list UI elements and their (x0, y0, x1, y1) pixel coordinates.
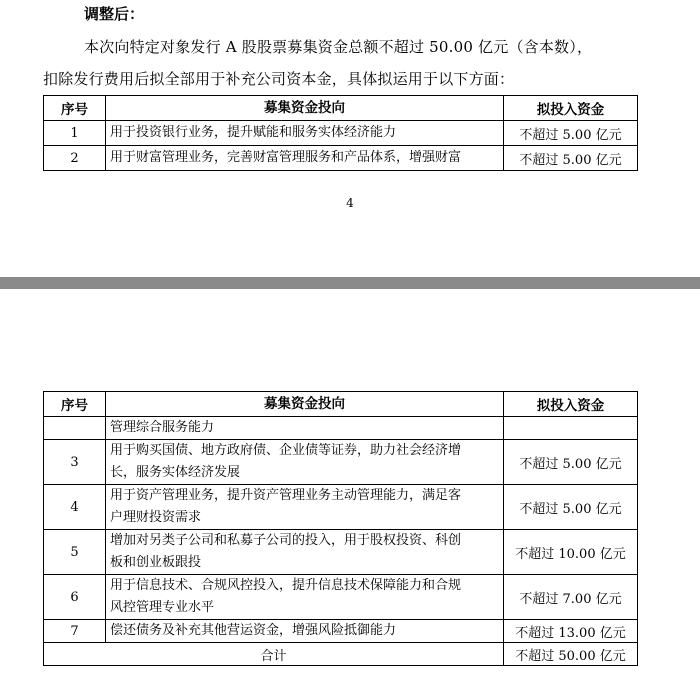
row-no: 2 (44, 146, 106, 171)
row-use: 偿还债务及补充其他营运资金，增强风险抵御能力 (106, 620, 504, 643)
row-use-line1: 用于资产管理业务，提升资产管理业务主动管理能力，满足客 (110, 488, 462, 503)
row-use (106, 575, 504, 620)
funds-table-bottom (43, 391, 638, 666)
page-separator (0, 277, 700, 289)
row-amount: 不超过 10.00 亿元 (504, 530, 638, 575)
row-use: 用于财富管理业务，完善财富管理服务和产品体系，增强财富 (106, 146, 504, 171)
document-page-bottom (0, 289, 700, 677)
table-row (44, 146, 638, 171)
row-amount: 不超过 7.00 亿元 (504, 575, 638, 620)
table-row (44, 485, 638, 530)
table-row (44, 620, 638, 643)
header-amount: 拟投入资金 (504, 392, 638, 417)
row-use-line2: 户理财投资需求 (110, 510, 202, 525)
row-amount (504, 417, 638, 440)
row-use-line2: 风控管理专业水平 (110, 600, 215, 615)
row-no (44, 417, 106, 440)
table-row (44, 530, 638, 575)
header-amount: 拟投入资金 (504, 96, 638, 121)
table-header-row (44, 96, 638, 121)
table-row (44, 575, 638, 620)
row-use: 用于投资银行业务，提升赋能和服务实体经济能力 (106, 121, 504, 146)
row-use (106, 485, 504, 530)
row-no: 1 (44, 121, 106, 146)
row-no: 3 (44, 440, 106, 485)
header-no: 序号 (44, 96, 106, 121)
total-label: 合计 (44, 643, 504, 666)
table-row (44, 121, 638, 146)
row-amount: 不超过 5.00 亿元 (504, 121, 638, 146)
row-no: 7 (44, 620, 106, 643)
table-header-row (44, 392, 638, 417)
paragraph-line-1: 本次向特定对象发行 A 股股票募集资金总额不超过 50.00 亿元（含本数）， (84, 38, 593, 56)
row-amount: 不超过 5.00 亿元 (504, 440, 638, 485)
header-use: 募集资金投向 (106, 96, 504, 121)
row-use-line1: 用于信息技术、合规风控投入，提升信息技术保障能力和合规 (110, 578, 462, 593)
row-use-line1: 用于购买国债、地方政府债、企业债等证券，助力社会经济增 (110, 443, 462, 458)
row-use: 管理综合服务能力 (106, 417, 504, 440)
row-amount: 不超过 13.00 亿元 (504, 620, 638, 643)
row-use-line2: 板和创业板跟投 (110, 555, 202, 570)
paragraph-line-2: 扣除发行费用后拟全部用于补充公司资本金，具体拟运用于以下方面： (43, 70, 515, 88)
table-row (44, 440, 638, 485)
header-no: 序号 (44, 392, 106, 417)
row-amount: 不超过 5.00 亿元 (504, 485, 638, 530)
row-use (106, 440, 504, 485)
header-use: 募集资金投向 (106, 392, 504, 417)
row-use-line2: 长，服务实体经济发展 (110, 465, 241, 480)
row-use (106, 530, 504, 575)
table-row (44, 417, 638, 440)
row-use-line1: 增加对另类子公司和私募子公司的投入，用于股权投资、科创 (110, 533, 462, 548)
section-heading: 调整后： (84, 5, 145, 23)
row-no: 5 (44, 530, 106, 575)
document-page-top (0, 0, 700, 277)
page-number: 4 (346, 196, 354, 210)
table-total-row (44, 643, 638, 666)
total-amount: 不超过 50.00 亿元 (504, 643, 638, 666)
funds-table-top (43, 95, 638, 171)
row-no: 4 (44, 485, 106, 530)
row-amount: 不超过 5.00 亿元 (504, 146, 638, 171)
row-no: 6 (44, 575, 106, 620)
